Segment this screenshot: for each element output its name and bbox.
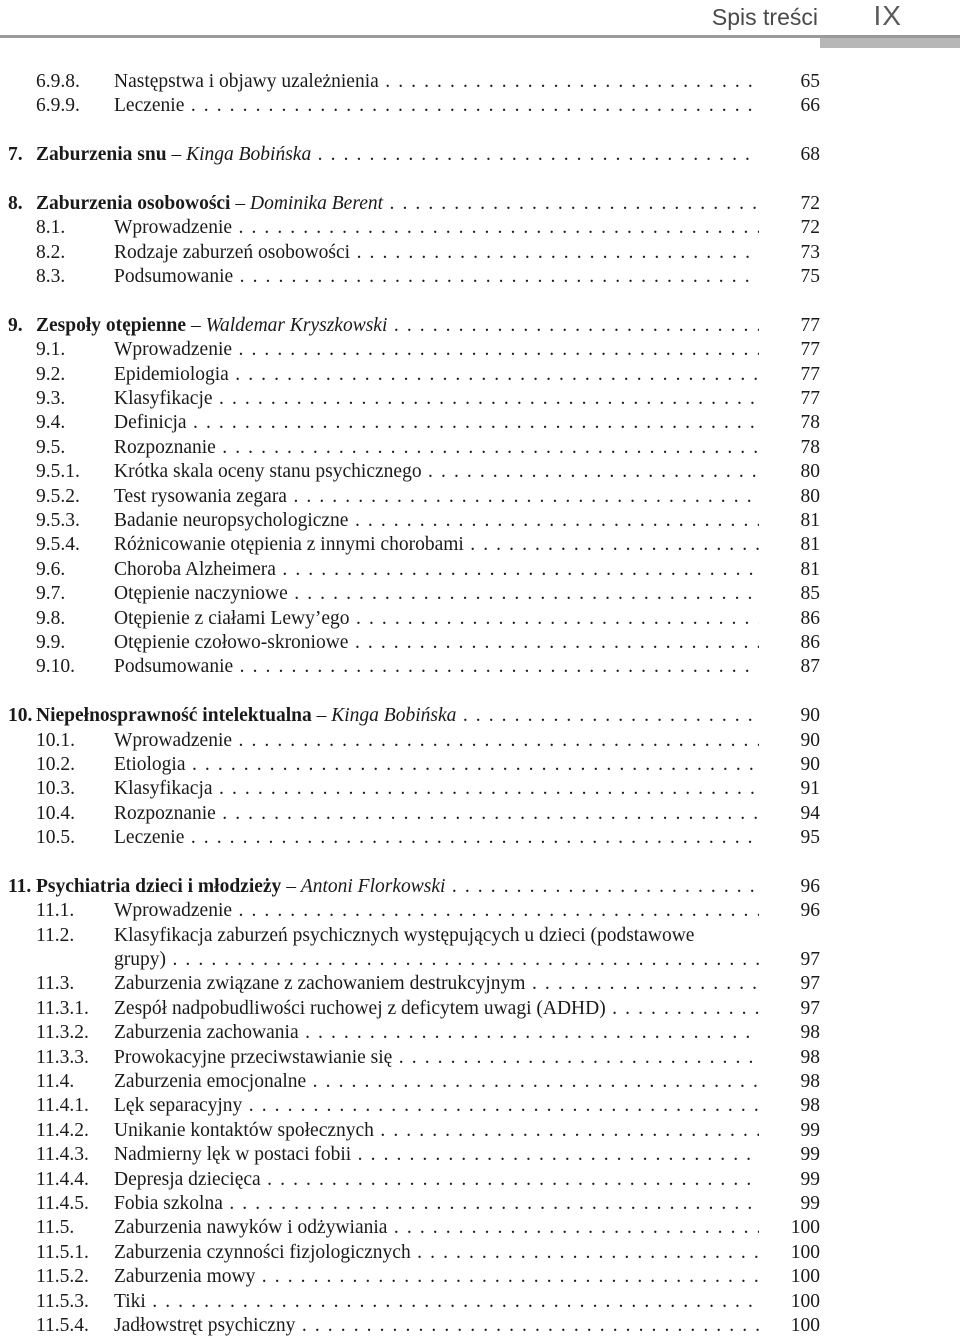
chapter-title: Zespoły otępienne	[36, 314, 187, 336]
entry-page-number: 81	[800, 558, 820, 580]
toc-entry-row	[0, 1192, 960, 1216]
entry-number: 9.3.	[36, 388, 66, 410]
header-rule	[0, 35, 960, 38]
entry-title: Prowokacyjne przeciwstawianie się	[114, 1046, 393, 1068]
toc-entry-row	[0, 607, 960, 631]
entry-text	[114, 436, 759, 460]
chapter-title: Zaburzenia osobowości	[36, 192, 231, 214]
entry-number: 9.5.3.	[36, 510, 80, 532]
chapter-author: Kinga Bobińska	[331, 705, 457, 727]
toc-entry-row	[0, 1021, 960, 1045]
author-separator: –	[311, 705, 332, 727]
entry-number: 11.4.5.	[36, 1192, 89, 1214]
entry-number: 6.9.9.	[36, 95, 80, 117]
toc-entry-row	[0, 485, 960, 509]
toc-entry-row	[0, 265, 960, 289]
entry-number: 9.9.	[36, 631, 66, 653]
section-spacer	[0, 168, 960, 192]
entry-number: 11.4.1.	[36, 1095, 89, 1117]
entry-title: Zaburzenia związane z zachowaniem destrukcyjnym	[114, 973, 526, 995]
entry-number: 11.4.4.	[36, 1168, 89, 1190]
section-spacer	[0, 290, 960, 314]
entry-text	[114, 387, 759, 411]
entry-text	[114, 241, 759, 265]
entry-text	[114, 1021, 759, 1045]
entry-number: 8.2.	[36, 241, 66, 263]
toc-entry-row	[0, 753, 960, 777]
entry-text	[114, 216, 759, 240]
entry-number: 10.1.	[36, 729, 75, 751]
entry-title: Wprowadzenie	[114, 217, 233, 239]
entry-number: 9.5.	[36, 436, 66, 458]
entry-text	[114, 899, 759, 923]
entry-page-number: 72	[800, 217, 820, 239]
entry-number: 11.5.	[36, 1217, 75, 1239]
entry-title: Leczenie	[114, 95, 185, 117]
entry-title: Fobia szkolna	[114, 1192, 223, 1214]
entry-title: Klasyfikacja zaburzeń psychicznych występujących u dzieci (podstawowe	[114, 924, 695, 946]
toc-entry-row	[0, 655, 960, 679]
toc-entry-row	[0, 1119, 960, 1143]
chapter-title: Niepełnosprawność intelektualna	[36, 705, 312, 727]
entry-page-number: 77	[800, 363, 820, 385]
entry-text	[114, 826, 759, 850]
entry-page-number: 100	[790, 1290, 820, 1312]
entry-page-number: 98	[800, 1095, 820, 1117]
entry-text	[114, 655, 759, 679]
entry-title: grupy)	[114, 949, 166, 971]
entry-page-number: 77	[800, 388, 820, 410]
entry-title: Rozpoznanie	[114, 802, 216, 824]
entry-number: 11.2.	[36, 924, 75, 946]
entry-title: Unikanie kontaktów społecznych	[114, 1119, 374, 1141]
entry-title: Test rysowania zegara	[114, 485, 287, 507]
entry-title: Leczenie	[114, 827, 185, 849]
entry-page-number: 90	[800, 705, 820, 727]
entry-text	[114, 1070, 759, 1094]
entry-page-number: 87	[800, 656, 820, 678]
entry-page-number: 99	[800, 1144, 820, 1166]
entry-text	[114, 509, 759, 533]
entry-text	[114, 533, 759, 557]
chapter-author: Kinga Bobińska	[186, 144, 312, 166]
entry-text	[114, 948, 759, 972]
toc-entry-row	[0, 558, 960, 582]
entry-number: 10.	[8, 705, 33, 727]
entry-number: 8.1.	[36, 217, 66, 239]
entry-number: 9.7.	[36, 583, 66, 605]
toc-entry-row	[0, 802, 960, 826]
entry-number: 11.5.1.	[36, 1241, 89, 1263]
author-separator: –	[281, 875, 301, 897]
entry-number: 9.5.2.	[36, 485, 80, 507]
entry-number: 11.3.1.	[36, 997, 89, 1019]
header-rule-tab	[820, 38, 960, 48]
entry-number: 6.9.8.	[36, 71, 80, 92]
entry-page-number: 78	[800, 436, 820, 458]
toc-entry-row	[0, 997, 960, 1021]
entry-text	[36, 192, 759, 216]
toc-entry-row	[0, 338, 960, 362]
entry-number: 8.	[8, 192, 23, 214]
entry-text	[36, 875, 759, 899]
toc-chapter-row	[0, 192, 960, 216]
entry-title: Wprowadzenie	[114, 729, 233, 751]
entry-text	[114, 1192, 759, 1216]
entry-text	[114, 1046, 759, 1070]
entry-number: 7.	[8, 144, 23, 166]
toc-entry-row	[0, 1046, 960, 1070]
author-separator: –	[166, 144, 187, 166]
toc-entry-row	[0, 777, 960, 801]
entry-title: Depresja dziecięca	[114, 1168, 261, 1190]
toc-entry-row	[0, 387, 960, 411]
toc-entry-row	[0, 216, 960, 240]
entry-title: Zaburzenia zachowania	[114, 1022, 299, 1044]
entry-number: 9.5.1.	[36, 461, 80, 483]
entry-page-number: 98	[800, 1022, 820, 1044]
entry-page-number: 65	[800, 71, 820, 92]
toc-entry-row	[0, 1290, 960, 1314]
entry-text	[114, 972, 759, 996]
entry-page-number: 81	[800, 510, 820, 532]
entry-title: Lęk separacyjny	[114, 1095, 243, 1117]
entry-page-number: 75	[800, 266, 820, 288]
entry-text	[114, 411, 759, 435]
entry-text	[114, 265, 759, 289]
entry-page-number: 68	[800, 144, 820, 166]
entry-number: 11.5.4.	[36, 1314, 89, 1336]
toc-chapter-row	[0, 143, 960, 167]
entry-title: Rodzaje zaburzeń osobowości	[114, 241, 351, 263]
toc-entry-row	[0, 729, 960, 753]
toc-entry-row	[0, 1241, 960, 1265]
entry-text	[114, 1119, 759, 1143]
entry-page-number: 86	[800, 607, 820, 629]
entry-title: Wprowadzenie	[114, 339, 233, 361]
entry-text	[114, 777, 759, 801]
entry-page-number: 97	[800, 997, 820, 1019]
chapter-title: Zaburzenia snu	[36, 144, 167, 166]
entry-number: 10.2.	[36, 753, 75, 775]
toc-entry-row	[0, 1216, 960, 1240]
entry-page-number: 100	[790, 1266, 820, 1288]
entry-number: 8.3.	[36, 266, 66, 288]
entry-text	[114, 997, 759, 1021]
entry-page-number: 94	[800, 802, 820, 824]
toc-entry-row	[0, 899, 960, 923]
entry-title: Otępienie z ciałami Lewy’ego	[114, 607, 350, 629]
entry-page-number: 95	[800, 827, 820, 849]
entry-title: Następstwa i objawy uzależnienia	[114, 71, 379, 92]
entry-text	[114, 1168, 759, 1192]
entry-number: 11.1.	[36, 900, 75, 922]
entry-page-number: 81	[800, 534, 820, 556]
entry-text	[114, 70, 759, 94]
entry-page-number: 72	[800, 192, 820, 214]
author-separator: –	[186, 314, 206, 336]
entry-number: 9.6.	[36, 558, 66, 580]
entry-title: Klasyfikacje	[114, 388, 213, 410]
toc-entry-row	[0, 1094, 960, 1118]
toc-entry-row	[0, 1265, 960, 1289]
entry-number: 9.5.4.	[36, 534, 80, 556]
entry-title: Tiki	[114, 1290, 146, 1312]
entry-page-number: 73	[800, 241, 820, 263]
entry-number: 11.4.2.	[36, 1119, 89, 1141]
toc-entry-row	[0, 363, 960, 387]
entry-title: Zaburzenia czynności fizjologicznych	[114, 1241, 411, 1263]
entry-text	[114, 753, 759, 777]
toc-entry-row	[0, 631, 960, 655]
section-spacer	[0, 119, 960, 143]
entry-number: 11.4.	[36, 1071, 75, 1093]
chapter-author: Antoni Florkowski	[300, 875, 446, 897]
entry-number: 11.3.	[36, 973, 75, 995]
entry-page-number: 100	[790, 1314, 820, 1336]
entry-number: 10.5.	[36, 827, 75, 849]
toc-chapter-row	[0, 704, 960, 728]
entry-text	[114, 94, 759, 118]
entry-title: Choroba Alzheimera	[114, 558, 276, 580]
entry-title: Zaburzenia emocjonalne	[114, 1071, 307, 1093]
entry-text	[114, 485, 759, 509]
entry-text	[114, 1290, 759, 1314]
entry-page-number: 90	[800, 753, 820, 775]
toc-entry-row	[0, 924, 960, 948]
entry-page-number: 80	[800, 485, 820, 507]
entry-title: Zespół nadpobudliwości ruchowej z deficytem uwagi (ADHD)	[114, 997, 606, 1019]
entry-title: Podsumowanie	[114, 656, 234, 678]
toc-entry-row	[0, 436, 960, 460]
toc-entry-row	[0, 972, 960, 996]
entry-number: 9.	[8, 314, 23, 336]
entry-number: 9.2.	[36, 363, 66, 385]
entry-title: Otępienie naczyniowe	[114, 583, 288, 605]
running-header	[0, 0, 960, 48]
entry-page-number: 78	[800, 412, 820, 434]
entry-text	[114, 631, 759, 655]
entry-text	[114, 363, 759, 387]
entry-number: 9.8.	[36, 607, 66, 629]
entry-title: Nadmierny lęk w postaci fobii	[114, 1144, 352, 1166]
entry-number: 9.1.	[36, 339, 66, 361]
entry-page-number: 77	[800, 314, 820, 336]
table-of-contents	[0, 70, 960, 1338]
toc-entry-row	[0, 1070, 960, 1094]
entry-page-number: 99	[800, 1168, 820, 1190]
toc-entry-row	[0, 582, 960, 606]
entry-number: 9.4.	[36, 412, 66, 434]
toc-entry-row	[0, 460, 960, 484]
entry-text	[114, 924, 759, 948]
entry-text	[36, 704, 759, 728]
entry-text	[114, 802, 759, 826]
entry-number: 11.	[8, 875, 32, 897]
entry-text	[114, 460, 759, 484]
entry-title: Definicja	[114, 412, 187, 434]
entry-number: 11.4.3.	[36, 1144, 89, 1166]
toc-entry-row	[0, 411, 960, 435]
entry-title: Podsumowanie	[114, 266, 234, 288]
entry-text	[114, 338, 759, 362]
entry-page-number: 96	[800, 900, 820, 922]
entry-number: 11.5.2.	[36, 1266, 89, 1288]
entry-page-number: 96	[800, 875, 820, 897]
entry-number: 11.3.2.	[36, 1022, 89, 1044]
entry-page-number: 85	[800, 583, 820, 605]
chapter-author: Dominika Berent	[249, 192, 384, 214]
section-spacer	[0, 851, 960, 875]
entry-page-number: 97	[800, 949, 820, 971]
entry-title: Wprowadzenie	[114, 900, 233, 922]
entry-page-number: 77	[800, 339, 820, 361]
entry-title: Klasyfikacja	[114, 778, 213, 800]
entry-title: Etiologia	[114, 753, 186, 775]
toc-entry-row	[0, 948, 960, 972]
entry-text	[114, 607, 759, 631]
entry-text	[114, 1143, 759, 1167]
entry-text	[114, 1265, 759, 1289]
entry-page-number: 80	[800, 461, 820, 483]
toc-entry-row	[0, 241, 960, 265]
chapter-author: Waldemar Kryszkowski	[205, 314, 388, 336]
toc-entry-row	[0, 533, 960, 557]
toc-entry-row	[0, 1314, 960, 1338]
entry-number: 11.3.3.	[36, 1046, 89, 1068]
entry-page-number: 100	[790, 1241, 820, 1263]
entry-title: Różnicowanie otępienia z innymi chorobami	[114, 534, 464, 556]
entry-text	[114, 1216, 759, 1240]
entry-page-number: 86	[800, 631, 820, 653]
entry-title: Zaburzenia mowy	[114, 1266, 256, 1288]
chapter-title: Psychiatria dzieci i młodzieży	[36, 875, 282, 897]
entry-title: Otępienie czołowo-skroniowe	[114, 631, 349, 653]
entry-title: Epidemiologia	[114, 363, 229, 385]
entry-title: Jadłowstręt psychiczny	[114, 1314, 296, 1336]
entry-text	[114, 582, 759, 606]
entry-title: Rozpoznanie	[114, 436, 216, 458]
entry-text	[114, 1094, 759, 1118]
entry-number: 10.3.	[36, 778, 75, 800]
entry-number: 11.5.3.	[36, 1290, 89, 1312]
author-separator: –	[230, 192, 250, 214]
toc-chapter-row	[0, 875, 960, 899]
entry-page-number: 99	[800, 1119, 820, 1141]
toc-entry-row	[0, 94, 960, 118]
toc-entry-row	[0, 1168, 960, 1192]
entry-number: 10.4.	[36, 802, 75, 824]
header-section-title: Spis treści	[711, 4, 818, 30]
entry-text	[36, 314, 759, 338]
entry-page-number: 91	[800, 778, 820, 800]
entry-title: Zaburzenia nawyków i odżywiania	[114, 1217, 388, 1239]
toc-chapter-row	[0, 314, 960, 338]
entry-page-number: 66	[800, 95, 820, 117]
entry-text	[114, 1241, 759, 1265]
entry-text	[114, 729, 759, 753]
entry-page-number: 98	[800, 1071, 820, 1093]
entry-text	[36, 143, 759, 167]
entry-page-number: 97	[800, 973, 820, 995]
entry-text	[114, 1314, 759, 1338]
entry-page-number: 98	[800, 1046, 820, 1068]
entry-number: 9.10.	[36, 656, 75, 678]
entry-title: Krótka skala oceny stanu psychicznego	[114, 461, 422, 483]
header-page-number: IX	[873, 0, 902, 31]
entry-page-number: 100	[790, 1217, 820, 1239]
entry-title: Badanie neuropsychologiczne	[114, 510, 349, 532]
toc-entry-row	[0, 70, 960, 94]
section-spacer	[0, 680, 960, 704]
toc-entry-row	[0, 826, 960, 850]
entry-page-number: 99	[800, 1192, 820, 1214]
entry-text	[114, 558, 759, 582]
toc-entry-row	[0, 509, 960, 533]
toc-entry-row	[0, 1143, 960, 1167]
entry-page-number: 90	[800, 729, 820, 751]
